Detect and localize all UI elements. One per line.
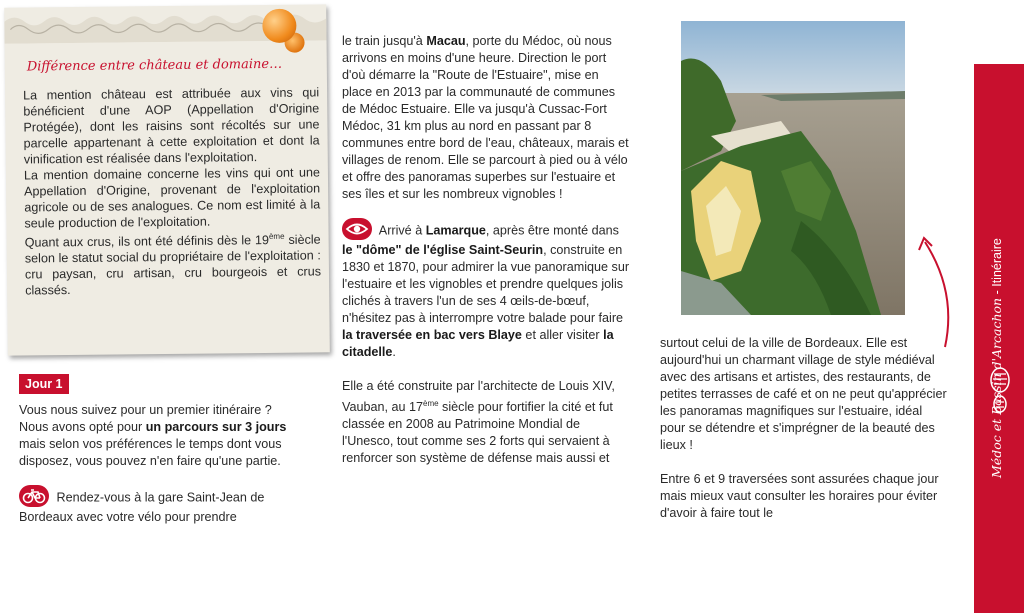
bicycle-icon xyxy=(19,485,49,507)
bold-text: un parcours sur 3 jours xyxy=(145,420,287,434)
text-part: le train jusqu'à xyxy=(342,34,427,48)
paragraph xyxy=(19,487,289,526)
paragraph: surtout celui de la ville de Bordeaux. Elle est aujourd'hui un charmant village de style médiéval avec des artisans et artistes, des restaurants, de petites terrasses de café et on ne peut qu'apprécier les panoramas magnifiques sur l'estuaire, idéal pour se détendre et s'imprégner de la beauté des lieux ! xyxy=(660,336,947,452)
text-part: , porte du Médoc, où nous arrivons en moins d'une heure. Direction le port d'où démarre la "Route de l'Estuaire", mise en place en 2013 par la communauté de communes de Médoc Estuaire. Elle va jusqu'à Cussac-Fort Médoc, 31 km plus au nord en passant par 8 communes entre bord de l'eau, châteaux, marais et villages de renom. Elle se parcourt à pied ou à vélo et offre des panoramas superbes sur l'estuaire et ses îles et sur les nombreux vignobles ! xyxy=(342,34,629,201)
bold-text: le "dôme" de l'église Saint-Seurin xyxy=(342,243,544,257)
text-part: Rendez-vous à la gare Saint-Jean de Bordeaux avec votre vélo pour prendre xyxy=(19,490,265,524)
paragraph xyxy=(342,378,632,467)
note-paragraph xyxy=(25,228,322,298)
text-part: mais selon vos préférences le temps dont vous disposez, vous pouvez n'en faire qu'une partie. xyxy=(19,437,282,468)
bold-text: la citadelle xyxy=(342,328,614,359)
day-badge: Jour 1 xyxy=(19,374,69,394)
pushpin-icon xyxy=(262,9,296,43)
note-text-part: Quant aux crus, ils ont été définis dès le 19 xyxy=(24,233,270,250)
superscript: ème xyxy=(268,231,285,241)
bold-text: Macau xyxy=(426,34,466,48)
paragraph: Entre 6 et 9 traversées sont assurées chaque jour mais mieux vaut consulter les horaires pour éviter d'avoir à faire tout le xyxy=(660,472,939,520)
text-part: , après être monté dans xyxy=(485,223,619,238)
bold-text: Lamarque xyxy=(425,223,486,238)
bold-text: la traversée en bac vers Blaye xyxy=(342,328,522,342)
text-part: siècle pour fortifier la cité et fut classée en 2008 au Patrimoine Mondial de l'Unesco, tout comme ses 2 forts qui servaient à renforcer son système de défense mais aussi et xyxy=(342,400,613,466)
note-body xyxy=(23,84,321,298)
text-part: Elle a été construite par l'architecte de Louis XIV, Vauban, au 17 xyxy=(342,379,615,415)
sidebar-title: Médoc et Bassin d'Arcachon xyxy=(989,297,1004,478)
info-note xyxy=(4,4,330,355)
sidebar-section: Itinéraire xyxy=(990,238,1004,287)
arrow-icon xyxy=(915,232,960,352)
text-part: Vous nous suivez pour un premier itinéraire ? Nous avons opté pour xyxy=(19,403,272,434)
text-part: et aller visiter xyxy=(521,328,604,342)
note-paragraph: La mention château est attribuée aux vins qui bénéficient d'une AOP (Appellation d'Origine Protégée), dont les raisins sont récoltés sur une parcelle appartenant à cette exploitation et dont la vinification est réalisée dans l'exploitation. xyxy=(23,85,320,167)
superscript: ème xyxy=(423,399,439,408)
paragraph xyxy=(342,220,632,361)
eye-icon xyxy=(342,218,372,240)
paragraph xyxy=(19,402,289,470)
text-part: , construite en 1830 et 1870, pour admirer la vue panoramique sur l'estuaire et les vignobles et prendre quelques jolis clichés à travers l'un de ses 4 œils-de-bœuf, n'hésitez pas à interrompre votre balade pour faire xyxy=(342,243,630,325)
footprint-icon xyxy=(987,366,1013,416)
note-paragraph: La mention domaine concerne les vins qui ont une Appellation d'Origine, provenant de l'exploitation agricole ou de ses analogues. Ce nom est limité à la seule production de l'exploitation. xyxy=(23,165,321,231)
sidebar-separator: - xyxy=(990,286,1004,298)
paragraph xyxy=(342,33,632,203)
svg-text:Médoc et Bassin d'Arcachon - I xyxy=(989,238,1004,479)
column-1 xyxy=(19,402,289,526)
note-title: Différence entre château et domaine… xyxy=(26,56,283,75)
text-part: . xyxy=(392,345,396,359)
sidebar-label xyxy=(986,88,1008,488)
photo-citadelle xyxy=(681,21,905,315)
column-2 xyxy=(342,33,632,467)
note-text-part: siècle selon le statut social du propriétaire de l'exploitation : cru paysan, cru artisan, cru bourgeois et crus classés. xyxy=(24,232,322,298)
column-3 xyxy=(660,335,950,522)
text-part: Arrivé à xyxy=(376,223,426,238)
